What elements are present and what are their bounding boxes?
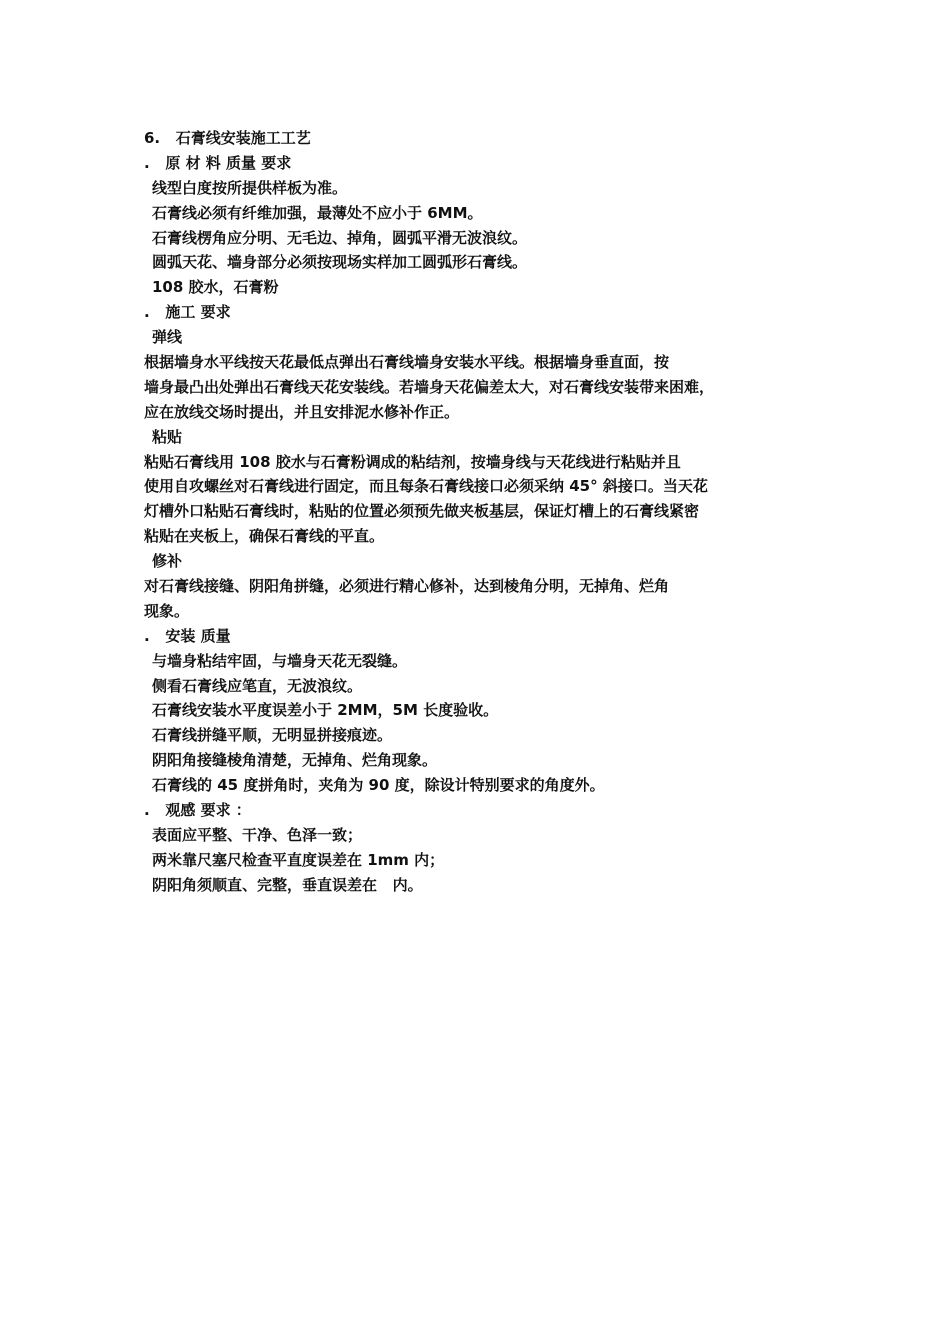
section-heading-construction: . 施工 要求 <box>144 303 231 322</box>
list-item: 两米靠尺塞尺检查平直度误差在 1mm 内； <box>152 850 445 869</box>
paragraph-line: 使用自攻螺丝对石膏线进行固定，而且每条石膏线接口必须采纳 45° 斜接口。当天花 <box>144 477 708 496</box>
list-item: 石膏线安装水平度误差小于 2MM，5M 长度验收。 <box>152 701 499 720</box>
document-body <box>144 126 794 898</box>
list-item: 石膏线拼缝平顺，无明显拼接痕迹。 <box>152 726 393 745</box>
list-item: 108 胶水，石膏粉 <box>152 278 279 297</box>
paragraph-line: 墙身最凸出处弹出石膏线天花安装线。若墙身天花偏差太大，对石膏线安装带来困难， <box>144 377 715 396</box>
subheading-repair: 修补 <box>152 552 183 571</box>
paragraph-line: 现象。 <box>144 601 190 620</box>
list-item: 侧看石膏线应笔直，无波浪纹。 <box>152 676 363 695</box>
list-item: 线型白度按所提供样板为准。 <box>152 178 348 197</box>
list-item: 圆弧天花、墙身部分必须按现场实样加工圆弧形石膏线。 <box>152 253 528 272</box>
paragraph-line: 根据墙身水平线按天花最低点弹出石膏线墙身安装水平线。根据墙身垂直面，按 <box>144 353 670 372</box>
subheading-line-marking: 弹线 <box>152 328 183 347</box>
paragraph-line: 灯槽外口粘贴石膏线时，粘贴的位置必须预先做夹板基层，保证灯槽上的石膏线紧密 <box>144 502 700 521</box>
section-heading-materials: . 原 材 料 质量 要求 <box>144 153 292 172</box>
paragraph-line: 粘贴石膏线用 108 胶水与石膏粉调成的粘结剂，按墙身线与天花线进行粘贴并且 <box>144 452 681 471</box>
paragraph-line: 对石膏线接缝、阴阳角拼缝，必须进行精心修补，达到棱角分明，无掉角、烂角 <box>144 577 670 596</box>
subheading-pasting: 粘贴 <box>152 427 183 446</box>
paragraph-line: 粘贴在夹板上，确保石膏线的平直。 <box>144 527 385 546</box>
section-title: 6. 石膏线安装施工工艺 <box>144 129 311 147</box>
list-item: 阴阳角须顺直、完整，垂直误差在 内。 <box>152 875 423 894</box>
list-item: 表面应平整、干净、色泽一致； <box>152 825 363 844</box>
list-item: 石膏线必须有纤维加强，最薄处不应小于 6MM。 <box>152 203 483 222</box>
section-heading-appearance: . 观感 要求 ： <box>144 801 251 820</box>
list-item: 石膏线的 45 度拼角时，夹角为 90 度，除设计特别要求的角度外。 <box>152 776 605 795</box>
list-item: 阴阳角接缝棱角清楚，无掉角、烂角现象。 <box>152 751 438 770</box>
paragraph-line: 应在放线交场时提出，并且安排泥水修补作正。 <box>144 402 460 421</box>
section-heading-installation-quality: . 安装 质量 <box>144 626 231 645</box>
list-item: 石膏线楞角应分明、无毛边、掉角，圆弧平滑无波浪纹。 <box>152 228 528 247</box>
list-item: 与墙身粘结牢固，与墙身天花无裂缝。 <box>152 651 408 670</box>
